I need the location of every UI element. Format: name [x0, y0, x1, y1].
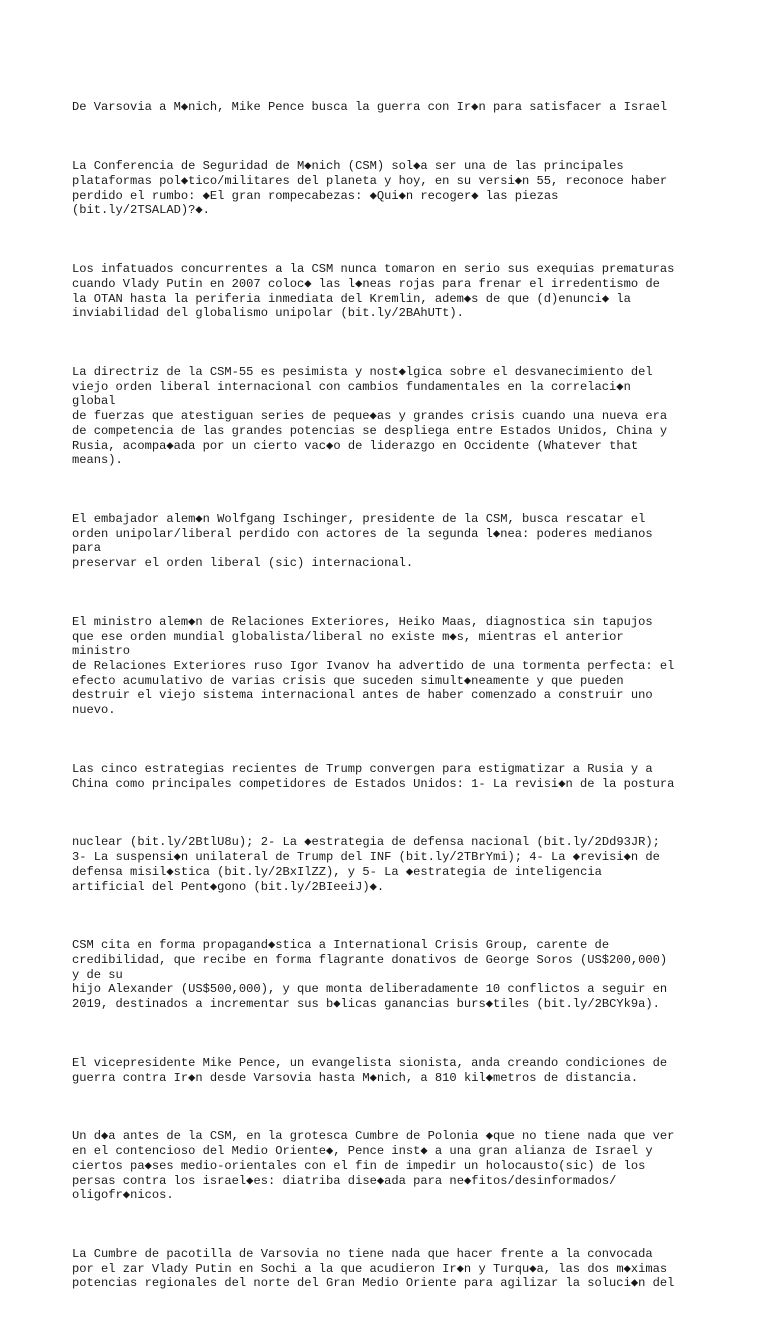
paragraph-2: Los infatuados concurrentes a la CSM nunca tomaron en serio sus exequias prematuras cuando Vlady Putin en 2007 coloc◆ las l◆neas rojas para frenar el irredentismo de la OTAN hasta la periferia inmediata del Kremlin, adem◆s de que (d)enunci◆ la inviabilidad del globalismo unipolar (bit.ly/2BAhUTt).	[72, 262, 675, 321]
paragraph-9: El vicepresidente Mike Pence, un evangelista sionista, anda creando condiciones de guerra contra Ir◆n desde Varsovia hasta M◆nich, a 810 kil◆metros de distancia.	[72, 1055, 668, 1085]
article-title: De Varsovia a M◆nich, Mike Pence busca la guerra con Ir◆n para satisfacer a Israel	[72, 100, 668, 115]
paragraph-3: La directriz de la CSM-55 es pesimista y nost◆lgica sobre el desvanecimiento del viejo orden liberal internacional con cambios fundamentales en la correlaci◆n global de fuerzas que atestiguan series de peque◆as y grandes crisis cuando una nueva era de competencia de las grandes potencias se despliega entre Estados Unidos, China y Rusia, acompa◆ada por un cierto vac◆o de liderazgo en Occidente (Whatever that means).	[72, 365, 668, 468]
paragraph-10: Un d◆a antes de la CSM, en la grotesca Cumbre de Polonia ◆que no tiene nada que ver en el contencioso del Medio Oriente◆, Pence inst◆ a una gran alianza de Israel y ciertos pa◆ses medio-orientales con el fin de impedir un holocausto(sic) de los persas contra los israel◆es: diatriba dise◆ada para ne◆fitos/desinformados/ oligofr◆nicos.	[72, 1129, 675, 1203]
paragraph-6: Las cinco estrategias recientes de Trump convergen para estigmatizar a Rusia y a China como principales competidores de Estados Unidos: 1- La revisi◆n de la postura	[72, 761, 675, 791]
paragraph-8: CSM cita en forma propagand◆stica a International Crisis Group, carente de credibilidad, que recibe en forma flagrante donativos de George Soros (US$200,000) y de su hijo Alexander (US$500,000), y que monta deliberadamente 10 conflictos a seguir en 2019, destinados a incrementar sus b◆licas ganancias burs◆tiles (bit.ly/2BCYk9a).	[72, 938, 668, 1012]
paragraph-4: El embajador alem◆n Wolfgang Ischinger, presidente de la CSM, busca rescatar el orden unipolar/liberal perdido con actores de la segunda l◆nea: poderes medianos para preservar el orden liberal (sic) internacional.	[72, 512, 653, 571]
document-body	[72, 71, 762, 1335]
paragraph-1: La Conferencia de Seguridad de M◆nich (CSM) sol◆a ser una de las principales plataformas pol◆tico/militares del planeta y hoy, en su versi◆n 55, reconoce haber perdido el rumbo: ◆El gran rompecabezas: ◆Qui◆n recoger◆ las piezas (bit.ly/2TSALAD)?◆.	[72, 159, 668, 218]
paragraph-11: La Cumbre de pacotilla de Varsovia no tiene nada que hacer frente a la convocada por el zar Vlady Putin en Sochi a la que acudieron Ir◆n y Turqu◆a, las dos m◆ximas potencias regionales del norte del Gran Medio Oriente para agilizar la soluci◆n del	[72, 1247, 675, 1291]
paragraph-7: nuclear (bit.ly/2BtlU8u); 2- La ◆estrategia de defensa nacional (bit.ly/2Dd93JR); 3- La suspensi◆n unilateral de Trump del INF (bit.ly/2TBrYmi); 4- La ◆revisi◆n de defensa misil◆stica (bit.ly/2BxIlZZ), y 5- La ◆estrategia de inteligencia artificial del Pent◆gono (bit.ly/2BIeeiJ)◆.	[72, 835, 660, 894]
paragraph-5: El ministro alem◆n de Relaciones Exteriores, Heiko Maas, diagnostica sin tapujos que ese orden mundial globalista/liberal no existe m◆s, mientras el anterior ministro de Relaciones Exteriores ruso Igor Ivanov ha advertido de una tormenta perfecta: el efecto acumulativo de varias crisis que suceden simult◆neamente y que pueden destruir el viejo sistema internacional antes de haber comenzado a construir uno nuevo.	[72, 614, 675, 718]
